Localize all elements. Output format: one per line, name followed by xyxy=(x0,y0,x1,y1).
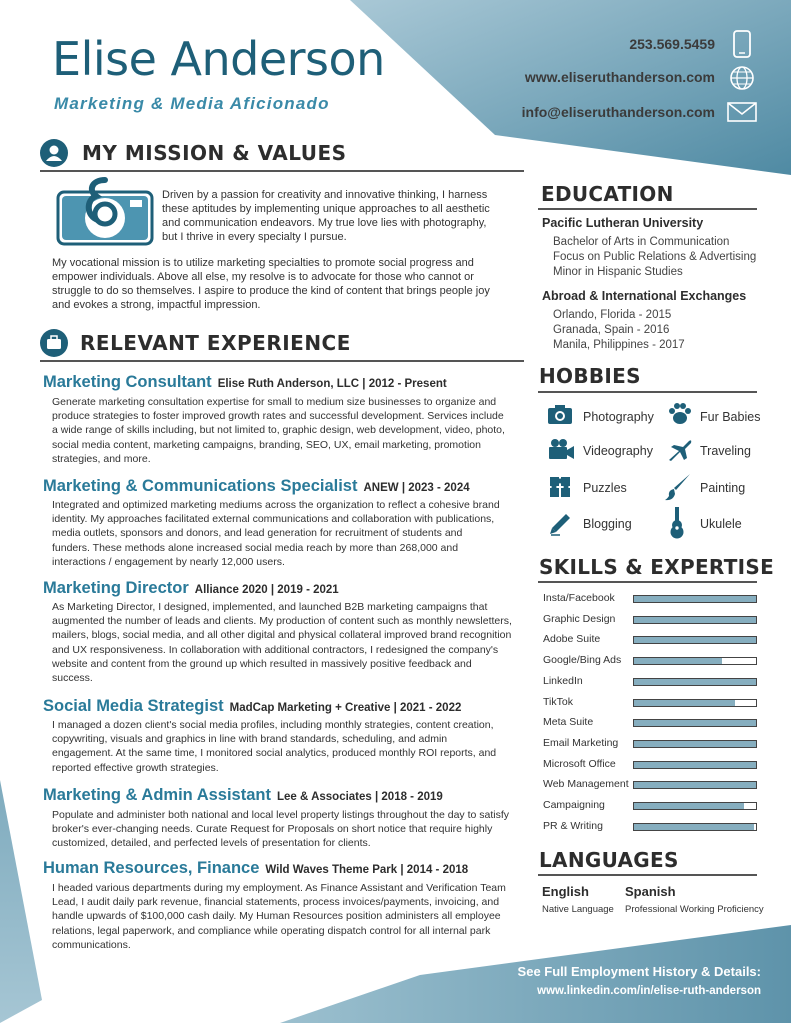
skill-bar-fill xyxy=(634,596,756,602)
skill-bar-fill xyxy=(634,762,756,768)
skill-label: Microsoft Office xyxy=(543,757,616,770)
hobbies-section-title: HOBBIES xyxy=(539,364,641,388)
hobby-label: Fur Babies xyxy=(700,410,761,424)
exchange-detail: Granada, Spain - 2016 xyxy=(553,324,670,336)
job-title: Social Media Strategist xyxy=(43,697,224,715)
exchange-detail: Manila, Philippines - 2017 xyxy=(553,339,685,351)
paw-icon xyxy=(667,401,693,425)
candidate-tagline: Marketing & Media Aficionado xyxy=(54,94,330,113)
envelope-icon xyxy=(727,102,757,122)
job-description: I managed a dozen client's social media profiles, including monthly strategies, content creation, copywriting, visuals and graphics in line with brand standards, scheduling, and admin engagement. At the same time, I monitored social analytics, produced monthly ROI reports, and reported effective growth strategies. xyxy=(52,719,497,774)
camera-icon xyxy=(547,403,573,425)
hobby-label: Blogging xyxy=(583,517,632,531)
skill-label: Meta Suite xyxy=(543,716,594,729)
education-divider xyxy=(538,208,757,210)
skill-label: Insta/Facebook xyxy=(543,592,615,604)
skill-bar-fill xyxy=(634,782,756,788)
website-link[interactable]: www.eliseruthanderson.com xyxy=(524,69,715,85)
hobby-label: Ukulele xyxy=(700,517,742,531)
mission-paragraph-2: My vocational mission is to utilize marketing specialties to promote social progress and empower individuals. Above all else, my resolve is to advocate for those who cannot or struggle to do so themselves. I aspire to produce the kind of content that brings people joy and evokes a strong, impactful impression. xyxy=(52,257,490,311)
airplane-icon xyxy=(667,438,693,462)
job-org-dates: Elise Ruth Anderson, LLC | 2012 - Present xyxy=(217,378,447,390)
skill-bar-fill xyxy=(634,741,756,747)
skill-label: Adobe Suite xyxy=(543,633,601,646)
school-name: Abroad & International Exchanges xyxy=(542,289,747,303)
job-org-dates: Alliance 2020 | 2019 - 2021 xyxy=(194,584,339,596)
job-heading xyxy=(43,697,461,716)
job-title: Marketing Director xyxy=(43,579,189,597)
languages-divider xyxy=(538,874,757,876)
hobby-label: Photography xyxy=(583,410,654,424)
mission-divider xyxy=(40,170,524,172)
language-level: Native Language xyxy=(542,904,614,915)
job-heading xyxy=(43,786,443,805)
skill-label: TikTok xyxy=(543,695,573,708)
skill-bar-fill xyxy=(634,803,744,809)
email-link[interactable]: info@eliseruthanderson.com xyxy=(521,104,715,120)
school-detail: Minor in Hispanic Studies xyxy=(553,266,683,278)
languages-section-title: LANGUAGES xyxy=(539,848,679,872)
experience-divider xyxy=(40,360,524,362)
skill-bar xyxy=(633,740,757,748)
skill-bar xyxy=(633,678,757,686)
skill-bar xyxy=(633,595,757,603)
hobby-label: Videography xyxy=(583,444,653,458)
skill-bar xyxy=(633,802,757,810)
mission-paragraph-1: Driven by a passion for creativity and innovative thinking, I harness these aptitudes by implementing unique approaches to all aesthetic and communication endeavors. My true love lies with photography, but I thrive in every specialty I pursue. xyxy=(162,189,490,243)
skill-bar xyxy=(633,781,757,789)
skill-bar xyxy=(633,761,757,769)
skill-bar xyxy=(633,616,757,624)
language-name: English xyxy=(542,884,589,899)
skill-label: Web Management xyxy=(543,778,629,791)
skills-section-title: SKILLS & EXPERTISE xyxy=(539,555,775,579)
education-section-title: EDUCATION xyxy=(541,182,674,206)
skill-bar xyxy=(633,699,757,707)
job-title: Marketing Consultant xyxy=(43,373,212,391)
experience-section-title: RELEVANT EXPERIENCE xyxy=(80,331,351,355)
hobbies-divider xyxy=(538,391,757,393)
linkedin-link[interactable]: www.linkedin.com/in/elise-ruth-anderson xyxy=(537,985,761,997)
briefcase-icon xyxy=(40,329,68,357)
skill-label: Graphic Design xyxy=(543,612,616,625)
hobby-label: Traveling xyxy=(700,444,751,458)
school-detail: Bachelor of Arts in Communication xyxy=(553,236,730,248)
job-title: Marketing & Communications Specialist xyxy=(43,477,358,495)
skill-bar xyxy=(633,636,757,644)
job-description: Generate marketing consultation expertise for small to medium size businesses to organize and produce strategies to foster improved growth rates and successful development. Services include a wide range of skills including, but not limited to, graphic design, web development, video, photo, social media content, marketing campaigns, branding, SEO, UX, email marketing, promotion strategies, and more. xyxy=(52,396,505,465)
job-org-dates: ANEW | 2023 - 2024 xyxy=(363,482,470,494)
job-description: Integrated and optimized marketing mediums across the organization to reflect a cohesive brand identity. My approaches facilitated external communications and collaboration with publications, media outlets, sponsors and donors, and lead generation for recruitment of students and funders. These methods alone increased social media reach by more than 268,000 and interactions / engagement by nearly 12,000 users. xyxy=(52,499,500,568)
job-title: Marketing & Admin Assistant xyxy=(43,786,271,804)
mission-section-title: MY MISSION & VALUES xyxy=(82,141,347,165)
paintbrush-icon xyxy=(664,472,692,502)
skill-label: Google/Bing Ads xyxy=(543,654,622,667)
globe-icon xyxy=(729,65,755,91)
skill-bar-fill xyxy=(634,700,735,706)
skill-bar-fill xyxy=(634,617,756,623)
video-camera-icon xyxy=(547,438,575,460)
skill-label: Campaigning xyxy=(543,799,605,811)
phone-number: 253.569.5459 xyxy=(629,36,715,52)
skill-bar-fill xyxy=(634,720,756,726)
skill-label: Email Marketing xyxy=(543,736,619,749)
job-heading xyxy=(43,477,470,496)
job-title: Human Resources, Finance xyxy=(43,859,260,877)
camera-logo-icon xyxy=(56,176,154,248)
skill-bar xyxy=(633,823,757,831)
job-org-dates: Lee & Associates | 2018 - 2019 xyxy=(276,791,443,803)
job-description: I headed various departments during my employment. As Finance Assistant and Verification Team Lead, I audit daily park revenue, financial statements, process invoices/payments, invoicing, and handle upwards of $100,000 cash daily. My Human Resources position administers all employee relations, legal paperwork, and compliance while operating dispatch control for all internal park communications. xyxy=(52,882,506,951)
user-icon xyxy=(40,139,68,167)
language-name: Spanish xyxy=(625,884,676,899)
job-heading xyxy=(43,373,447,392)
hobby-label: Puzzles xyxy=(583,481,627,495)
job-heading xyxy=(43,859,468,878)
pencil-icon xyxy=(548,510,574,536)
skill-bar xyxy=(633,657,757,665)
job-description: As Marketing Director, I designed, implemented, and launched B2B marketing campaigns that augmented the number of leads and clients. My production of content such as monthly newsletters, mailers, blogs, social media, and all other digital and physical collateral improved brand recognition and UX responsiveness. In collaboration with additional contractors, I redesigned the company's website and content from the ground up which resulted in massively positive feedback and success. xyxy=(52,601,512,685)
exchange-detail: Orlando, Florida - 2015 xyxy=(553,309,672,321)
job-description: Populate and administer both national and local level property listings throughout the day to satisfy broker's ever-changing needs. Curate Request for Proposals on short notice that require highly customized, detailed, and perfected levels of presentation for clients. xyxy=(52,809,510,850)
skill-bar-fill xyxy=(634,658,722,664)
skills-divider xyxy=(538,581,757,583)
ukulele-icon xyxy=(668,507,686,539)
skill-label: LinkedIn xyxy=(543,674,583,687)
job-heading xyxy=(43,579,339,598)
skill-label: PR & Writing xyxy=(543,819,603,832)
school-detail: Focus on Public Relations & Advertising xyxy=(553,251,757,263)
phone-icon xyxy=(733,30,751,58)
skill-bar-fill xyxy=(634,824,754,830)
skill-bar-fill xyxy=(634,679,756,685)
skill-bar xyxy=(633,719,757,727)
job-org-dates: Wild Waves Theme Park | 2014 - 2018 xyxy=(265,864,469,876)
school-name: Pacific Lutheran University xyxy=(542,216,704,230)
hobby-label: Painting xyxy=(700,481,746,495)
language-level: Professional Working Proficiency xyxy=(625,904,764,915)
job-org-dates: MadCap Marketing + Creative | 2021 - 2022 xyxy=(229,702,462,714)
puzzle-icon xyxy=(547,474,573,500)
candidate-name: Elise Anderson xyxy=(52,32,385,86)
skill-bar-fill xyxy=(634,637,756,643)
footer-caption: See Full Employment History & Details: xyxy=(517,964,761,979)
